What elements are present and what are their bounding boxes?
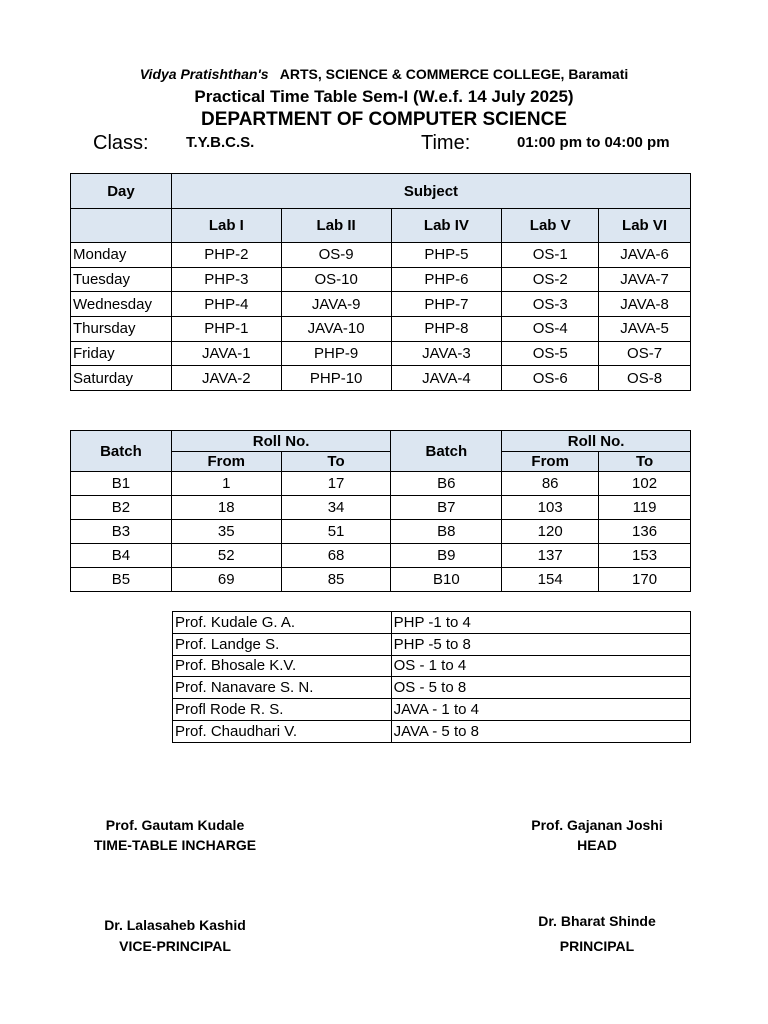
table-row [173, 612, 691, 634]
to-cell: 85 [281, 568, 391, 592]
table-cell: PHP-2 [171, 243, 281, 268]
from-cell: 52 [171, 544, 281, 568]
from-cell: 137 [502, 544, 599, 568]
batch-cell: B8 [391, 520, 502, 544]
faculty-name: Prof. Landge S. [173, 633, 392, 655]
head-name: Prof. Gajanan Joshi [531, 817, 663, 833]
vice-principal-role: VICE-PRINCIPAL [119, 938, 231, 954]
from-cell: 69 [171, 568, 281, 592]
day-header: Day [71, 174, 172, 209]
institution-italic: Vidya Pratishthan's [139, 66, 269, 82]
table-cell: JAVA-5 [599, 317, 691, 342]
faculty-batches: JAVA - 5 to 8 [391, 720, 690, 742]
timetable [70, 173, 691, 391]
from-cell: 86 [502, 472, 599, 496]
to-cell: 102 [599, 472, 691, 496]
to-cell: 153 [599, 544, 691, 568]
faculty-name: Prof. Chaudhari V. [173, 720, 392, 742]
institution-line [0, 66, 768, 82]
day-cell: Tuesday [71, 267, 172, 292]
table-cell: JAVA-4 [391, 366, 502, 391]
table-row [173, 677, 691, 699]
batch-header: Batch [391, 431, 502, 472]
table-row [173, 655, 691, 677]
table-row [71, 568, 691, 592]
faculty-batches: JAVA - 1 to 4 [391, 699, 690, 721]
vice-principal-name: Dr. Lalasaheb Kashid [104, 917, 246, 933]
batch-cell: B2 [71, 496, 172, 520]
table-row [71, 267, 691, 292]
faculty-batches: PHP -5 to 8 [391, 633, 690, 655]
institution-name: ARTS, SCIENCE & COMMERCE COLLEGE, Baramati [279, 66, 629, 82]
day-cell: Thursday [71, 317, 172, 342]
to-cell: 51 [281, 520, 391, 544]
lab-header: Lab I [171, 209, 281, 243]
day-cell: Monday [71, 243, 172, 268]
from-header: From [171, 452, 281, 472]
timetable-title: Practical Time Table Sem-I (W.e.f. 14 July 2025) [194, 87, 574, 106]
faculty-name: Prof. Kudale G. A. [173, 612, 392, 634]
table-row [173, 633, 691, 655]
table-cell: JAVA-2 [171, 366, 281, 391]
from-cell: 120 [502, 520, 599, 544]
table-cell: JAVA-1 [171, 341, 281, 366]
from-cell: 154 [502, 568, 599, 592]
table-cell: PHP-9 [281, 341, 391, 366]
faculty-batches: OS - 5 to 8 [391, 677, 690, 699]
from-cell: 35 [171, 520, 281, 544]
class-value: T.Y.B.C.S. [186, 134, 255, 151]
to-cell: 34 [281, 496, 391, 520]
table-cell: JAVA-3 [391, 341, 502, 366]
table-cell: PHP-5 [391, 243, 502, 268]
subject-header: Subject [171, 174, 690, 209]
lab-header: Lab IV [391, 209, 502, 243]
table-cell: JAVA-6 [599, 243, 691, 268]
table-row [71, 366, 691, 391]
batch-cell: B6 [391, 472, 502, 496]
table-cell: PHP-1 [171, 317, 281, 342]
table-cell: OS-10 [281, 267, 391, 292]
table-cell: PHP-3 [171, 267, 281, 292]
table-cell: PHP-4 [171, 292, 281, 317]
table-cell: JAVA-10 [281, 317, 391, 342]
table-cell: JAVA-8 [599, 292, 691, 317]
table-cell: JAVA-7 [599, 267, 691, 292]
class-label: Class: [93, 132, 149, 154]
lab-header: Lab II [281, 209, 391, 243]
batch-cell: B3 [71, 520, 172, 544]
day-cell: Wednesday [71, 292, 172, 317]
principal-name: Dr. Bharat Shinde [538, 913, 656, 929]
to-cell: 68 [281, 544, 391, 568]
table-cell: OS-6 [502, 366, 599, 391]
day-cell: Friday [71, 341, 172, 366]
table-cell: PHP-6 [391, 267, 502, 292]
head-role: HEAD [577, 837, 617, 853]
lab-header: Lab V [502, 209, 599, 243]
department-title: DEPARTMENT OF COMPUTER SCIENCE [201, 109, 567, 130]
table-row [71, 472, 691, 496]
lab-header: Lab VI [599, 209, 691, 243]
table-row [71, 317, 691, 342]
table-cell: PHP-8 [391, 317, 502, 342]
tt-incharge-name: Prof. Gautam Kudale [105, 817, 245, 833]
tt-incharge-role: TIME-TABLE INCHARGE [93, 837, 257, 853]
roll-header: Roll No. [171, 431, 391, 452]
from-cell: 18 [171, 496, 281, 520]
table-cell: PHP-10 [281, 366, 391, 391]
batch-header: Batch [71, 431, 172, 472]
table-row [71, 341, 691, 366]
batch-cell: B10 [391, 568, 502, 592]
to-header: To [599, 452, 691, 472]
batch-cell: B9 [391, 544, 502, 568]
table-cell: OS-5 [502, 341, 599, 366]
time-value: 01:00 pm to 04:00 pm [517, 134, 670, 151]
table-row [71, 243, 691, 268]
table-cell: JAVA-9 [281, 292, 391, 317]
time-label: Time: [421, 132, 471, 154]
from-cell: 1 [171, 472, 281, 496]
faculty-name: Profl Rode R. S. [173, 699, 392, 721]
to-cell: 136 [599, 520, 691, 544]
from-cell: 103 [502, 496, 599, 520]
table-row [173, 699, 691, 721]
to-cell: 170 [599, 568, 691, 592]
table-cell: OS-4 [502, 317, 599, 342]
faculty-name: Prof. Bhosale K.V. [173, 655, 392, 677]
batch-cell: B4 [71, 544, 172, 568]
to-header: To [281, 452, 391, 472]
table-cell: OS-1 [502, 243, 599, 268]
faculty-table [172, 611, 691, 743]
batch-cell: B5 [71, 568, 172, 592]
to-cell: 17 [281, 472, 391, 496]
table-row [71, 520, 691, 544]
table-cell: OS-7 [599, 341, 691, 366]
table-cell: OS-3 [502, 292, 599, 317]
batch-cell: B1 [71, 472, 172, 496]
from-header: From [502, 452, 599, 472]
roll-header: Roll No. [502, 431, 691, 452]
table-cell: OS-2 [502, 267, 599, 292]
table-cell: OS-9 [281, 243, 391, 268]
batch-roll-table [70, 430, 691, 592]
table-row [173, 720, 691, 742]
table-cell: PHP-7 [391, 292, 502, 317]
batch-cell: B7 [391, 496, 502, 520]
table-row [71, 496, 691, 520]
table-row [71, 292, 691, 317]
faculty-batches: OS - 1 to 4 [391, 655, 690, 677]
table-cell: OS-8 [599, 366, 691, 391]
faculty-batches: PHP -1 to 4 [391, 612, 690, 634]
faculty-name: Prof. Nanavare S. N. [173, 677, 392, 699]
table-row [71, 544, 691, 568]
day-cell: Saturday [71, 366, 172, 391]
to-cell: 119 [599, 496, 691, 520]
principal-role: PRINCIPAL [559, 938, 635, 954]
blank-header [71, 209, 172, 243]
